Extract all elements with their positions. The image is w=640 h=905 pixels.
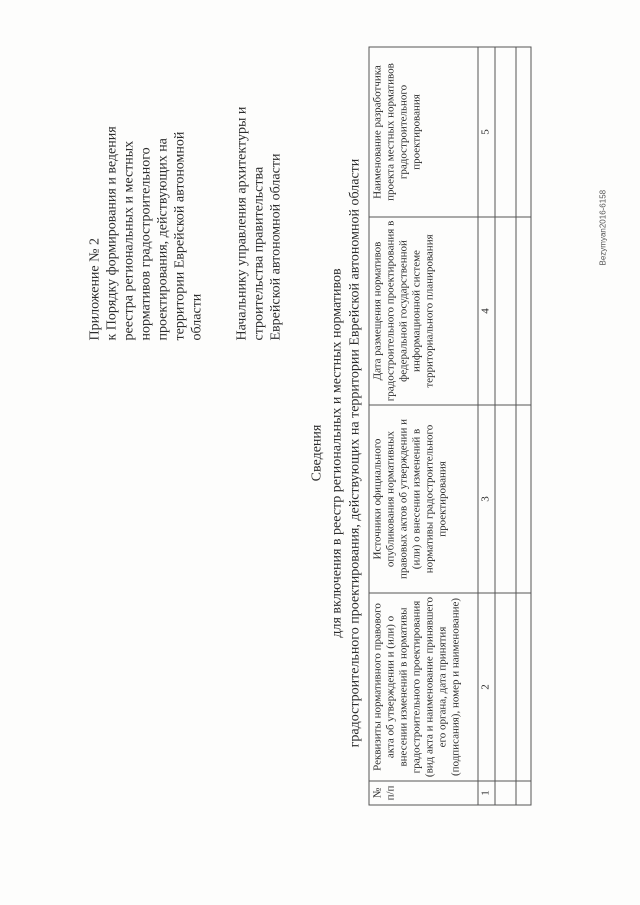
appendix-line: области [189, 293, 204, 340]
appendix-block [86, 40, 205, 340]
column-number: 1 [478, 781, 495, 805]
addressee-line: Еврейской автономной области [268, 153, 283, 340]
addressee-block [233, 40, 284, 340]
appendix-line: Приложение № 2 [87, 237, 102, 340]
column-number: 3 [478, 405, 495, 593]
header-cell-publication-sources: Источники официального опубликования нормативных правовых актов об утверждении и (или) о внесении изменений в нормативы градостроительного проектирования [369, 405, 478, 593]
column-numbers-row [478, 47, 495, 805]
header-cell-act-details: Реквизиты нормативного правового акта об утверждении и (или) о внесении изменений в нормативы градостроительного проектирования (вид акта и наименование принявшего его органа, дата принятия (подписания), номер и наименование) [369, 593, 478, 781]
registry-table [368, 46, 531, 805]
column-number: 5 [478, 47, 495, 217]
header-cell-developer-name: Наименование разработчика проекта местных нормативов градостроительного проектирования [369, 47, 478, 217]
document-subtitle-line-1: для включения в реестр региональных и местных нормативов [329, 267, 344, 638]
appendix-line: к Порядку формирования и ведения [104, 125, 119, 340]
table-cell [516, 47, 531, 217]
table-cell [495, 405, 516, 593]
table-row [516, 47, 531, 805]
document-title: Сведения [309, 424, 324, 481]
addressee-line: строительства правительства [251, 166, 266, 340]
addressee-line: Начальнику управления архитектуры и [234, 106, 249, 340]
table-header-row [369, 47, 478, 805]
table-cell [495, 781, 516, 805]
column-number: 4 [478, 217, 495, 405]
table-cell [516, 593, 531, 781]
table-cell [516, 405, 531, 593]
table-cell [495, 47, 516, 217]
header-cell-placement-date: Дата размещения нормативов градостроительного проектирования в федеральной государственной информационной системе территориального планирования [369, 217, 478, 405]
footer-code: Bezymyan2016-6158 [598, 189, 607, 265]
table-cell [495, 217, 516, 405]
appendix-line: нормативов градостроительного [138, 146, 153, 340]
column-number: 2 [478, 593, 495, 781]
appendix-line: проектирования, действующих на [155, 137, 170, 340]
table-row [495, 47, 516, 805]
table-cell [516, 217, 531, 405]
document-subtitle-line-2: градостроительного проектирования, действующих на территории Еврейской автономной области [347, 158, 362, 747]
appendix-line: реестра региональных и местных [121, 140, 136, 340]
table-cell [495, 593, 516, 781]
appendix-line: территории Еврейской автономной [172, 131, 187, 340]
table-cell [516, 781, 531, 805]
header-cell-number: № п/п [369, 781, 478, 805]
